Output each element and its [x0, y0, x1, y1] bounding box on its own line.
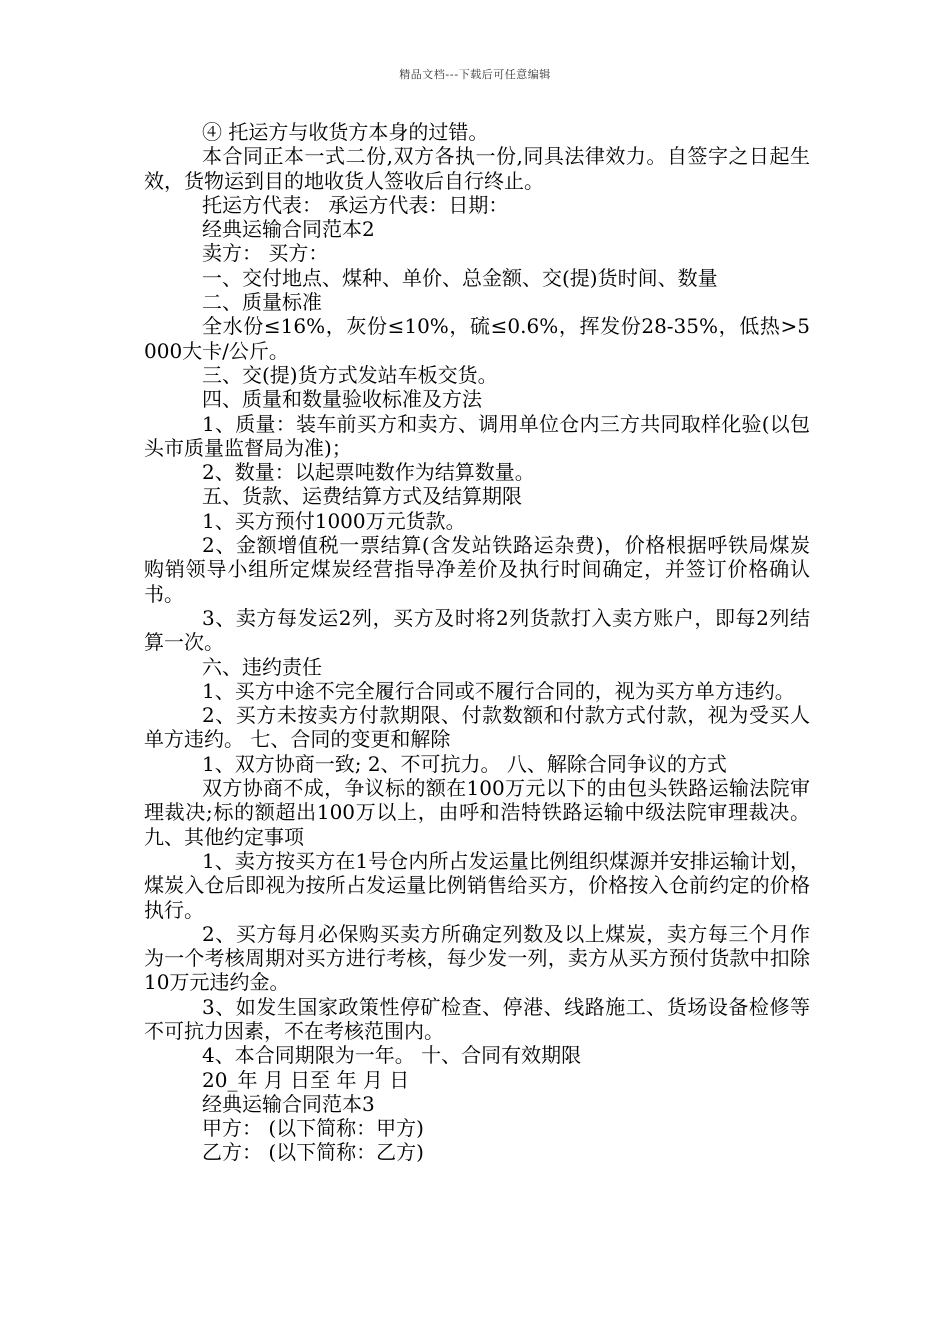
paragraph: 1、卖方按买方在1号仓内所占发运量比例组织煤源并安排运输计划，煤炭入仓后即视为按所占发运量比例销售给买方，价格按入仓前约定的价格执行。 [144, 848, 810, 922]
document-body [144, 120, 810, 1165]
paragraph: ④ 托运方与收货方本身的过错。 [202, 120, 489, 144]
section-heading: 二、质量标准 [202, 290, 322, 315]
page-header: 精品文档---下载后可任意编辑 [399, 68, 551, 81]
paragraph: 4、本合同期限为一年。 十、合同有效期限 [202, 1043, 582, 1068]
paragraph: 2、买方每月必保购买卖方所确定列数及以上煤炭，卖方每三个月作为一个考核周期对买方进行考核，每少发一列，卖方从买方预付货款中扣除10万元违约金。 [144, 921, 810, 995]
paragraph: 2、数量：以起票吨数作为结算数量。 [202, 460, 535, 485]
paragraph: 本合同正本一式二份,双方各执一份,同具法律效力。自签字之日起生效，货物运到目的地收货人签收后自行终止。 [144, 144, 810, 193]
paragraph: 2、买方未按卖方付款期限、付款数额和付款方式付款，视为受买人单方违约。 七、合同的变更和解除 [144, 703, 810, 752]
paragraph: 托运方代表： 承运方代表：日期： [202, 192, 509, 217]
paragraph: 1、买方中途不完全履行合同或不履行合同的，视为买方单方违约。 [202, 678, 795, 703]
section-heading: 一、交付地点、煤种、单价、总金额、交(提)货时间、数量 [202, 265, 718, 290]
document-subtitle: 经典运输合同范本2 [202, 217, 375, 242]
paragraph: 3、卖方每发运2列，买方及时将2列货款打入卖方账户，即每2列结算一次。 [144, 605, 810, 655]
paragraph: 3、如发生国家政策性停矿检查、停港、线路施工、货场设备检修等不可抗力因素，不在考核范围内。 [144, 994, 810, 1043]
party-line: 甲方： (以下简称：甲方) [202, 1116, 424, 1141]
paragraph: 1、质量：装车前买方和卖方、调用单位仓内三方共同取样化验(以包头市质量监督局为准)； [144, 411, 810, 460]
section-heading: 三、交(提)货方式发站车板交货。 [202, 362, 498, 387]
paragraph: 全水份≤16%，灰份≤10%，硫≤0.6%，挥发份28-35%，低热>5000大卡/公斤。 [144, 314, 810, 363]
paragraph: 双方协商不成，争议标的额在100万元以下的由包头铁路运输法院审理裁决;标的额超出100万以上，由呼和浩特铁路运输中级法院审理裁决。九、其他约定事项 [144, 776, 810, 849]
paragraph: 1、买方预付1000万元货款。 [202, 508, 466, 533]
paragraph: 2、金额增值税一票结算(含发站铁路运杂费)，价格根据呼铁局煤炭购销领导小组所定煤炭经营指导净差价及执行时间确定，并签订价格确认书。 [144, 533, 810, 606]
section-heading: 五、货款、运费结算方式及结算期限 [202, 484, 522, 509]
document-subtitle: 经典运输合同范本3 [202, 1091, 375, 1116]
section-heading: 六、违约责任 [202, 654, 322, 679]
party-line: 乙方： (以下简称：乙方) [202, 1140, 424, 1165]
paragraph: 卖方： 买方： [202, 241, 329, 266]
date-line: 20_年 月 日至 年 月 日 [202, 1067, 410, 1092]
section-heading: 四、质量和数量验收标准及方法 [202, 387, 482, 412]
paragraph: 1、双方协商一致; 2、不可抗力。 八、解除合同争议的方式 [202, 751, 727, 776]
